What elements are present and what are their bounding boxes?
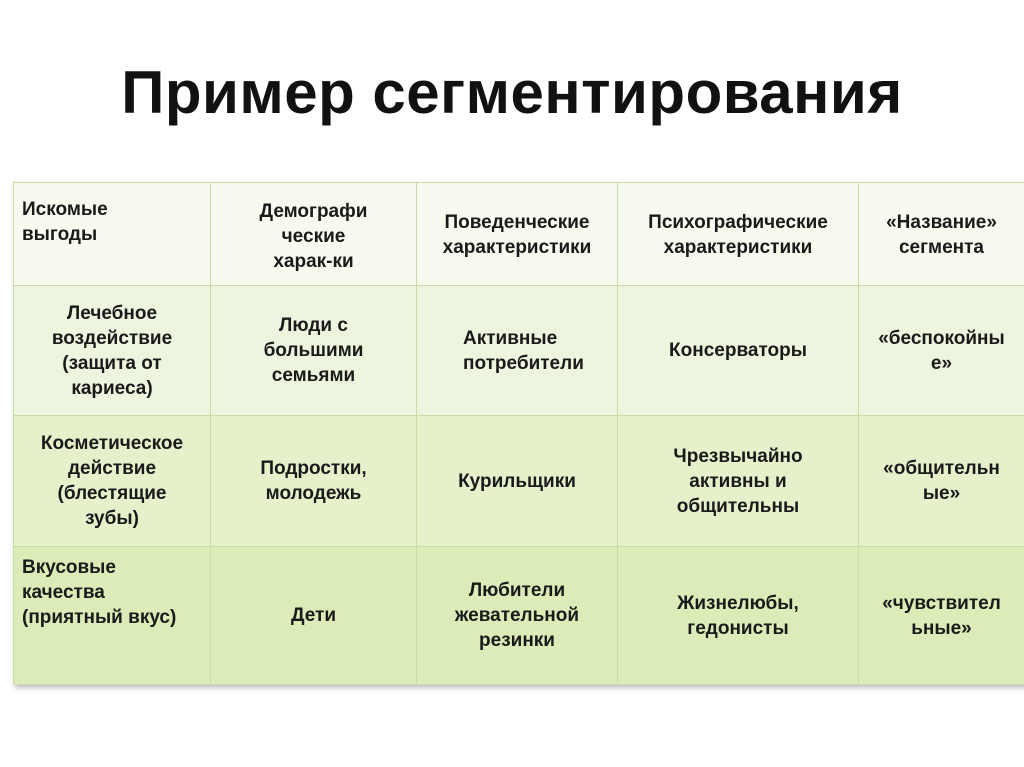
table-cell: Вкусовые качества (приятный вкус) xyxy=(14,547,211,685)
table-cell: «беспокойны е» xyxy=(859,286,1024,416)
table-row xyxy=(14,416,1024,547)
table-cell: Дети xyxy=(211,547,417,685)
slide-title: Пример сегментирования xyxy=(121,59,903,126)
table-cell: Консерваторы xyxy=(618,286,859,416)
table-cell: Любители жевательной резинки xyxy=(417,547,618,685)
header-cell-benefits: Искомые выгоды xyxy=(14,183,211,286)
table-cell: «общительн ые» xyxy=(859,416,1024,547)
table-row xyxy=(14,547,1024,685)
table-cell: Подростки, молодежь xyxy=(211,416,417,547)
table-row xyxy=(14,286,1024,416)
table-cell: Курильщики xyxy=(417,416,618,547)
table-cell: Жизнелюбы, гедонисты xyxy=(618,547,859,685)
table-cell: Люди с большими семьями xyxy=(211,286,417,416)
header-cell-psychographic: Психографические характеристики xyxy=(618,183,859,286)
header-cell-behavioral: Поведенческие характеристики xyxy=(417,183,618,286)
table-cell: Чрезвычайно активны и общительны xyxy=(618,416,859,547)
table-cell: Косметическое действие (блестящие зубы) xyxy=(14,416,211,547)
segmentation-table-wrapper xyxy=(13,182,1024,685)
table-cell: Активные потребители xyxy=(417,286,618,416)
table-cell: «чувствител ьные» xyxy=(859,547,1024,685)
table-header-row xyxy=(14,183,1024,286)
segmentation-table xyxy=(13,182,1024,685)
table-cell: Лечебное воздействие (защита от кариеса) xyxy=(14,286,211,416)
header-cell-demographic: Демографи ческие харак-ки xyxy=(211,183,417,286)
header-cell-segment-name: «Название» сегмента xyxy=(859,183,1024,286)
